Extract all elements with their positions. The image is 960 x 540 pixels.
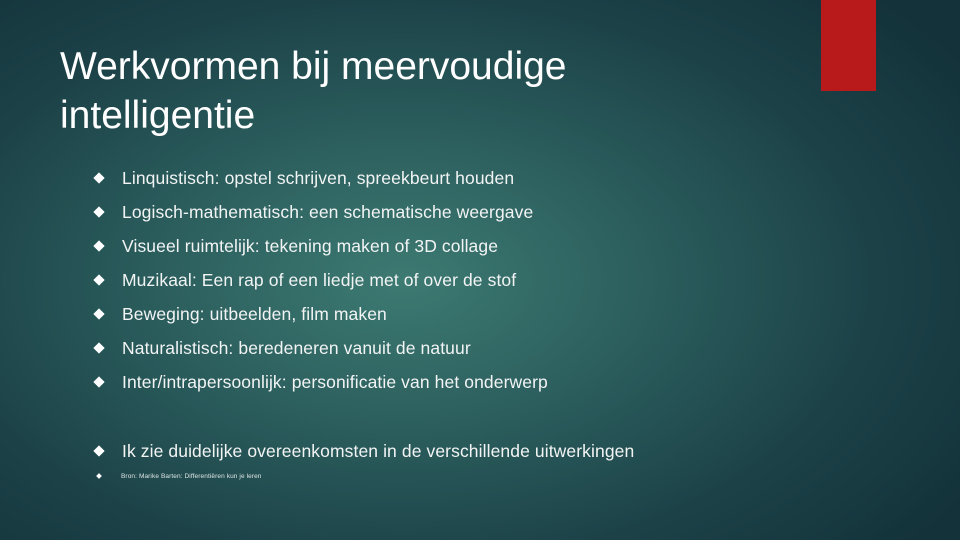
bullet-item — [95, 166, 514, 190]
bullet-item — [95, 302, 387, 326]
bullet-text: Ik zie duidelijke overeenkomsten in de verschillende uitwerkingen — [122, 440, 635, 461]
bullet-item — [95, 336, 471, 360]
diamond-bullet-icon — [93, 206, 104, 217]
diamond-bullet-icon — [93, 172, 104, 183]
bullet-item — [95, 268, 516, 292]
bullet-text: Logisch-mathematisch: een schematische weergave — [122, 201, 534, 222]
bullet-text: Beweging: uitbeelden, film maken — [122, 303, 387, 324]
bullet-item — [95, 439, 634, 463]
bullet-text: Naturalistisch: beredeneren vanuit de natuur — [122, 337, 471, 358]
diamond-bullet-icon — [93, 274, 104, 285]
source-item — [95, 467, 262, 485]
bullet-item — [95, 370, 548, 394]
diamond-bullet-icon — [93, 445, 104, 456]
bullet-text: Inter/intrapersoonlijk: personificatie van het onderwerp — [122, 371, 548, 392]
bullet-item — [95, 200, 533, 224]
diamond-bullet-icon — [93, 308, 104, 319]
bullet-text: Linquistisch: opstel schrijven, spreekbeurt houden — [122, 167, 515, 188]
diamond-bullet-icon — [93, 376, 104, 387]
diamond-bullet-icon — [93, 240, 104, 251]
diamond-bullet-icon — [96, 473, 102, 479]
bullet-text: Muzikaal: Een rap of een liedje met of over de stof — [122, 269, 517, 290]
source-text: Bron: Marike Barten: Differentiëren kun je leren — [121, 472, 262, 480]
bullet-item — [95, 234, 498, 258]
diamond-bullet-icon — [93, 342, 104, 353]
bullet-text: Visueel ruimtelijk: tekening maken of 3D collage — [122, 235, 499, 256]
red-accent-bar — [821, 0, 876, 91]
slide-title: Werkvormen bij meervoudige intelligentie — [60, 45, 567, 137]
